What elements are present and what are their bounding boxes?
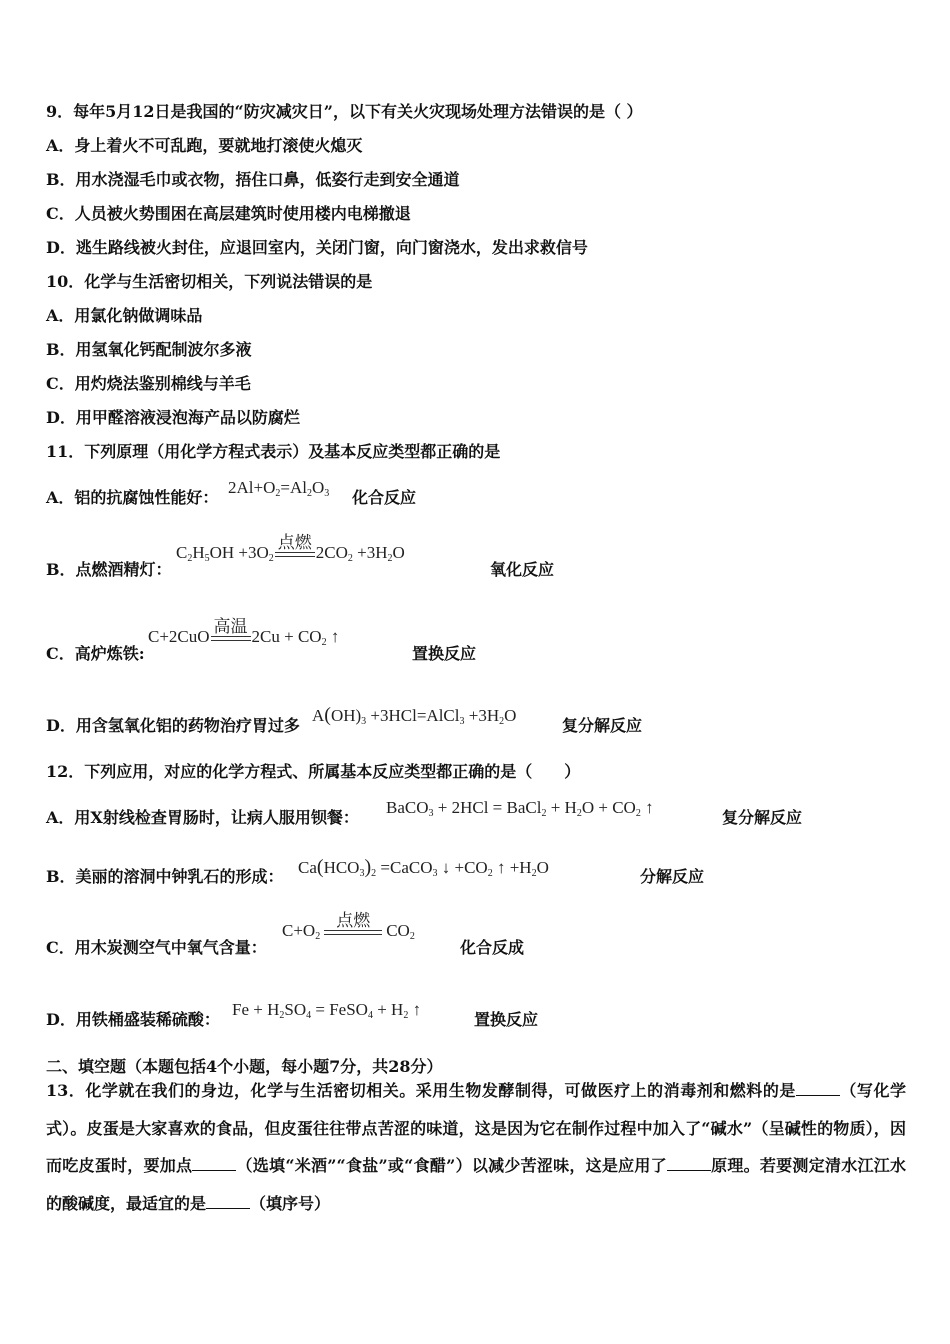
q12-c-equation: $C+O_2$ 点燃 $CO_2$	[282, 911, 415, 942]
q12-c-condition: 点燃	[336, 911, 371, 930]
q13-blank-4[interactable]	[206, 1194, 250, 1209]
q12-stem: 12．下列应用，对应的化学方程式、所属基本反应类型都正确的是（ ）	[46, 762, 581, 781]
q10-option-b: B．用氢氧化钙配制波尔多液	[46, 340, 252, 359]
q11-c-label: C．高炉炼铁:	[46, 644, 145, 663]
q12-d-label: D．用铁桶盛装稀硫酸：	[46, 1010, 220, 1029]
q11-c-equation: C+2CuO 高温 $2Cu + CO_2$ ↑	[148, 617, 340, 648]
q12-c-label: C．用木炭测空气中氧气含量：	[46, 938, 267, 957]
q11-d-type: 复分解反应	[562, 716, 643, 735]
q12-option-c	[46, 938, 267, 958]
q9-option-d: D．逃生路线被火封住，应退回室内，关闭门窗，向门窗浇水，发出求救信号	[46, 238, 588, 257]
q9-option-c: C．人员被火势围困在高层建筑时使用楼内电梯撤退	[46, 204, 411, 223]
q11-option-b	[46, 560, 172, 580]
q9-option-a: A．身上着火不可乱跑，要就地打滚使火熄灭	[46, 136, 363, 155]
q12-d-type: 置换反应	[474, 1010, 539, 1029]
q11-b-type: 氧化反应	[490, 560, 555, 579]
q11-b-label: B．点燃酒精灯：	[46, 560, 172, 579]
q11-b-equation: $C_2H_5OH +3O_2$ 点燃 $2CO_2 +3H_2O$	[176, 533, 405, 564]
q11-stem: 11．下列原理（用化学方程式表示）及基本反应类型都正确的是	[46, 442, 501, 461]
q12-option-a	[46, 808, 359, 828]
q11-a-label: A．铝的抗腐蚀性能好：	[46, 488, 219, 507]
q13-blank-1[interactable]	[796, 1081, 840, 1096]
q11-option-a	[46, 488, 218, 508]
q11-d-label: D．用含氢氧化铝的药物治疗胃过多	[46, 716, 300, 735]
q11-option-d	[46, 716, 300, 736]
q13-text-1: 13．化学就在我们的身边，化学与生活密切相关。采用生物发酵制得，可做医疗上的消毒剂和燃料的是	[46, 1081, 796, 1100]
q13-blank-3[interactable]	[667, 1156, 711, 1171]
q10-option-a: A．用氯化钠做调味品	[46, 306, 203, 325]
q12-d-equation: $Fe + H_2SO_4$ = FeSO$_4$ + $H_2$ ↑	[232, 1000, 422, 1021]
q12-a-label: A．用X射线检查胃肠时，让病人服用钡餐：	[46, 808, 359, 827]
q11-c-type: 置换反应	[412, 644, 477, 663]
q13-paragraph	[46, 1072, 906, 1222]
q9-option-b: B．用水浇湿毛巾或衣物，捂住口鼻，低姿行走到安全通道	[46, 170, 460, 189]
q10-option-d: D．用甲醛溶液浸泡海产品以防腐烂	[46, 408, 300, 427]
q10-stem: 10．化学与生活密切相关，下列说法错误的是	[46, 272, 373, 291]
q11-a-type: 化合反应	[352, 488, 417, 507]
q12-a-equation: BaCO$_3$ + 2HCl = BaCl$_2$ + $H_2O + CO_2$ ↑	[386, 798, 654, 819]
q13-text-4: 原理。若要测定清水江江水的酸碱度，最适宜的是	[46, 1156, 906, 1213]
q12-b-label: B．美丽的溶洞中钟乳石的形成：	[46, 867, 284, 886]
q12-option-b	[46, 867, 284, 887]
q11-a-equation: $2Al+O_2=Al_2O_3$	[228, 478, 330, 499]
q13-text-2: （写化学式）。皮蛋是大家喜欢的食品，但皮蛋往往带点苦涩的味道，这是因为它在制作过程中加入了“碱水”（呈碱性的物质），因而吃皮蛋时，要加点	[46, 1081, 906, 1175]
q11-b-condition: 点燃	[277, 533, 312, 552]
q10-option-c: C．用灼烧法鉴别棉线与羊毛	[46, 374, 251, 393]
q12-option-d	[46, 1010, 220, 1030]
q13-blank-2[interactable]	[192, 1156, 236, 1171]
q11-c-condition: 高温	[213, 617, 248, 636]
q13-text-3: （选填“米酒”“食盐”或“食醋”）以减少苦涩味，这是应用了	[236, 1156, 667, 1175]
section-heading: 二、填空题（本题包括4个小题，每小题7分，共28分）	[46, 1057, 443, 1076]
q12-b-type: 分解反应	[640, 867, 705, 886]
q12-b-equation: $Ca(HCO_3)_2$ =CaCO$_3$ ↓ $+CO_2$ ↑ $+H_2O$	[298, 856, 549, 879]
q9-stem: 9．每年5月12日是我国的“防灾减灾日”，以下有关火灾现场处理方法错误的是（ ）	[46, 102, 643, 121]
q11-d-equation: $A(OH)_3$ +3HCl=AlCl$_3$ $+3H_2O$	[312, 704, 517, 727]
q13-text-5: （填序号）	[250, 1193, 331, 1213]
q12-a-type: 复分解反应	[722, 808, 803, 827]
q11-option-c	[46, 644, 145, 664]
q12-c-type: 化合反成	[460, 938, 525, 957]
